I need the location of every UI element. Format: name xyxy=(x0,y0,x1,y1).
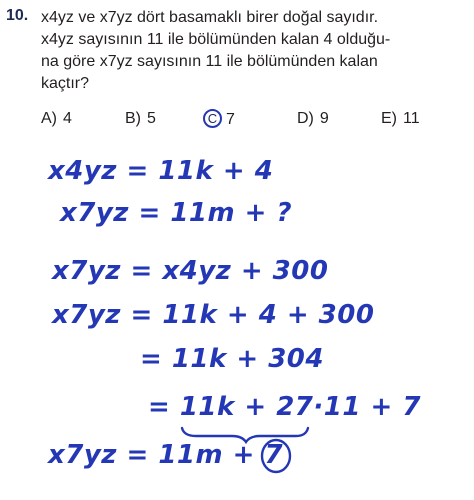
handwritten-line-5: = 11k + 304 xyxy=(140,344,324,374)
choice-a-value: 4 xyxy=(63,110,72,127)
underbrace-mark xyxy=(182,428,308,442)
choice-c-value: 7 xyxy=(226,111,235,128)
handwritten-line-3: x7yz = x4yz + 300 xyxy=(52,256,329,286)
final-answer-circle xyxy=(262,440,290,472)
handwritten-line-4: x7yz = 11k + 4 + 300 xyxy=(52,300,375,330)
choice-b-value: 5 xyxy=(147,110,156,127)
handwritten-line-6: = 11k + 27·11 + 7 xyxy=(148,392,421,422)
question-line-1: x4yz ve x7yz dört basamaklı birer doğal sayıdır. xyxy=(41,9,379,26)
question-number: 10. xyxy=(6,7,29,24)
choice-e-value: 11 xyxy=(403,110,420,127)
choice-d-letter: D) xyxy=(297,110,314,127)
handwritten-line-1: x4yz = 11k + 4 xyxy=(48,156,274,186)
question-line-4: kaçtır? xyxy=(41,75,90,92)
handwritten-line-2: x7yz = 11m + ? xyxy=(60,198,293,228)
question-line-3: na göre x7yz sayısının 11 ile bölümünden kalan xyxy=(41,53,378,70)
question-line-2: x4yz sayısının 11 ile bölümünden kalan 4 olduğu- xyxy=(41,31,391,48)
choice-c-letter-circled: C xyxy=(203,109,222,128)
choice-b-letter: B) xyxy=(125,110,141,127)
choice-e-letter: E) xyxy=(381,110,397,127)
handwritten-line-7: x7yz = 11m + 7 xyxy=(48,440,284,470)
choice-d-value: 9 xyxy=(319,110,329,127)
choice-a-letter: A) xyxy=(41,110,57,127)
